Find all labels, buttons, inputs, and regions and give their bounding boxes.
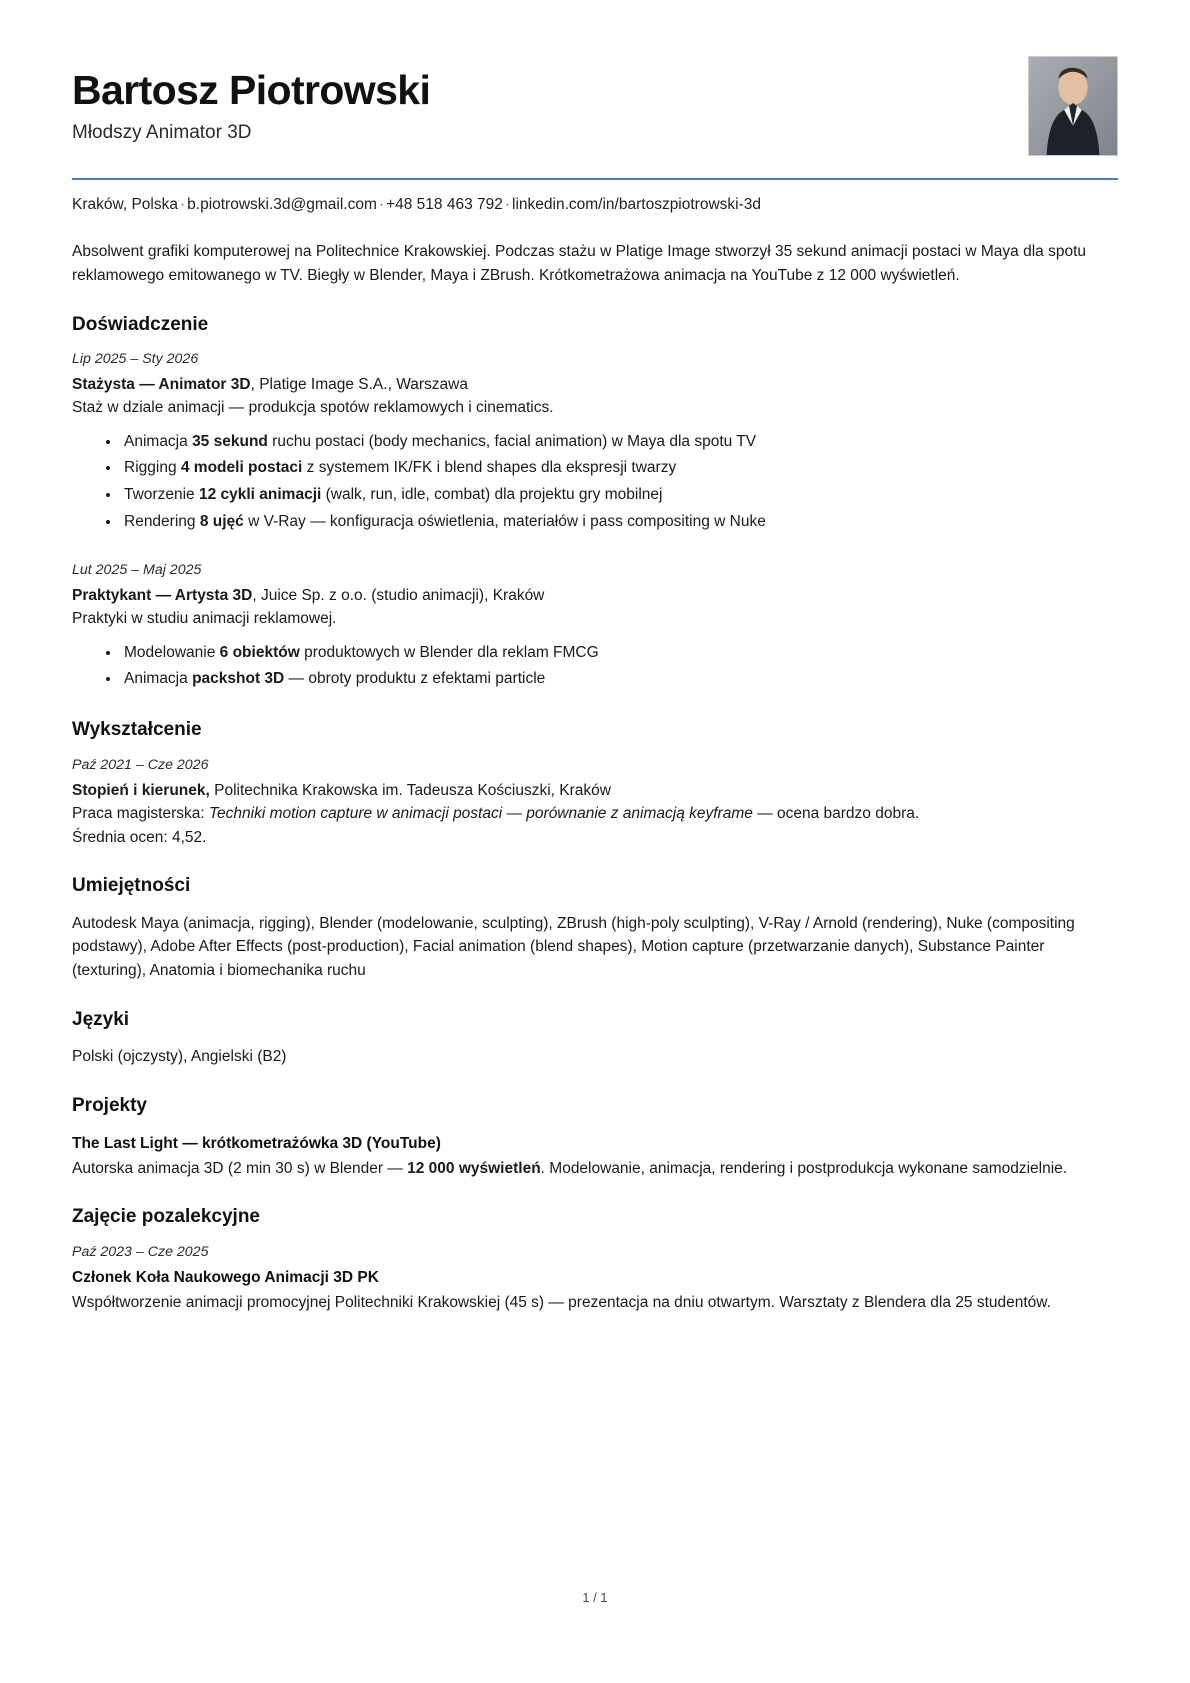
entry-dates: Paź 2021 – Cze 2026 — [72, 756, 209, 773]
section-skills — [72, 875, 1118, 982]
entry-bullet-list — [72, 429, 1118, 536]
bullet-text-post: (walk, run, idle, combat) dla projektu gry mobilnej — [321, 486, 663, 504]
list-item — [106, 509, 1118, 536]
section-languages — [72, 1009, 1118, 1069]
extracurricular-role: Członek Koła Naukowego Animacji 3D PK — [72, 1269, 379, 1287]
thesis-prefix: Praca magisterska: — [72, 804, 209, 822]
list-item — [106, 666, 1118, 693]
bullet-text-bold: 4 modeli postaci — [180, 459, 303, 477]
project-desc-pre: Autorska animacja 3D (2 min 30 s) w Blender — — [72, 1159, 408, 1177]
entry-bullet-list — [72, 640, 1118, 693]
section-title-languages: Języki — [72, 1008, 130, 1030]
section-title-skills: Umiejętności — [72, 875, 191, 897]
contact-email[interactable]: b.piotrowski.3d@gmail.com — [187, 196, 377, 213]
bullet-text-post: w V-Ray — konfiguracja oświetlenia, materiałów i pass compositing w Nuke — [243, 512, 766, 530]
contact-linkedin[interactable]: linkedin.com/in/bartoszpiotrowski-3d — [512, 196, 761, 213]
bullet-text-bold: packshot 3D — [192, 670, 285, 688]
bullet-text-pre: Modelowanie — [124, 643, 220, 661]
section-experience — [72, 314, 1118, 693]
entry-role: Praktykant — Artysta 3D — [72, 587, 253, 605]
job-headline: Młodszy Animator 3D — [72, 122, 252, 144]
entry-heading — [72, 779, 1118, 802]
header-divider — [72, 178, 1118, 180]
contact-phone[interactable]: +48 518 463 792 — [386, 196, 503, 213]
entry-dates: Lip 2025 – Sty 2026 — [72, 351, 199, 368]
page-indicator: 1 / 1 — [582, 1590, 608, 1605]
portrait-photo-icon — [1029, 57, 1117, 155]
avatar — [1028, 56, 1118, 156]
resume-header — [72, 56, 1118, 156]
bullet-text-bold: 8 ujęć — [199, 512, 244, 530]
project-name: The Last Light — krótkometrażówka 3D (YouTube) — [72, 1134, 441, 1152]
bullet-text-bold: 12 cykli animacji — [198, 486, 322, 504]
entry-dates: Lut 2025 – Maj 2025 — [72, 562, 202, 579]
experience-entry — [72, 561, 1118, 693]
entry-dates: Paź 2023 – Cze 2025 — [72, 1244, 209, 1261]
bullet-text-post: ruchu postaci (body mechanics, facial animation) w Maya dla spotu TV — [267, 432, 757, 450]
section-extracurricular — [72, 1206, 1118, 1314]
education-institution: Politechnika Krakowska im. Tadeusza Kościuszki, Kraków — [209, 781, 611, 799]
section-projects — [72, 1095, 1118, 1181]
page-title: Bartosz Piotrowski — [72, 67, 431, 113]
contact-separator: · — [179, 196, 186, 213]
entry-description: Praktyki w studiu animacji reklamowej. — [72, 610, 337, 628]
bullet-text-pre: Rendering — [124, 512, 200, 530]
languages-text: Polski (ojczysty), Angielski (B2) — [72, 1048, 287, 1066]
list-item — [106, 640, 1118, 667]
thesis-suffix: — ocena bardzo dobra. — [752, 804, 920, 822]
contact-separator: · — [378, 196, 385, 213]
thesis-title: Techniki motion capture w animacji postaci — porównanie z animacją keyframe — [208, 804, 753, 822]
experience-entry — [72, 350, 1118, 535]
education-degree: Stopień i kierunek, — [72, 781, 210, 799]
project-desc-bold: 12 000 wyświetleń — [407, 1159, 541, 1177]
section-title-experience: Doświadczenie — [72, 313, 209, 335]
bullet-text-bold: 6 obiektów — [219, 643, 300, 661]
bullet-text-post: — obroty produktu z efektami particle — [284, 670, 546, 688]
bullet-text-post: z systemem IK/FK i blend shapes dla ekspresji twarzy — [302, 459, 677, 477]
project-description — [72, 1157, 1118, 1181]
page-footer — [0, 1590, 1190, 1605]
list-item — [106, 455, 1118, 482]
entry-company: , Juice Sp. z o.o. (studio animacji), Kraków — [252, 587, 545, 605]
entry-description: Staż w dziale animacji — produkcja spotów reklamowych i cinematics. — [72, 399, 554, 417]
education-gpa: Średnia ocen: 4,52. — [72, 828, 207, 846]
education-thesis — [72, 802, 1118, 826]
bullet-text-pre: Rigging — [124, 459, 181, 477]
bullet-text-pre: Tworzenie — [124, 486, 199, 504]
bullet-text-pre: Animacja — [124, 432, 193, 450]
contact-location: Kraków, Polska — [72, 196, 178, 213]
entry-company: , Platige Image S.A., Warszawa — [250, 376, 468, 394]
bullet-text-pre: Animacja — [124, 670, 193, 688]
extracurricular-description: Współtworzenie animacji promocyjnej Politechniki Krakowskiej (45 s) — prezentacja na dniu otwartym. Warsztaty z Blendera dla 25 studentów. — [72, 1294, 1051, 1312]
education-entry — [72, 756, 1118, 849]
list-item — [106, 429, 1118, 456]
section-title-education: Wykształcenie — [72, 719, 202, 741]
entry-role: Stażysta — Animator 3D — [72, 376, 251, 394]
project-entry — [72, 1132, 1118, 1181]
bullet-text-bold: 35 sekund — [192, 432, 268, 450]
section-title-projects: Projekty — [72, 1094, 147, 1116]
entry-heading — [72, 584, 1118, 607]
contact-line — [72, 194, 1118, 216]
extracurricular-entry — [72, 1243, 1118, 1315]
list-item — [106, 482, 1118, 509]
contact-separator: · — [504, 196, 511, 213]
entry-heading — [72, 373, 1118, 396]
professional-summary: Absolwent grafiki komputerowej na Politechnice Krakowskiej. Podczas stażu w Platige Image stworzył 35 sekund animacji postaci w Maya dla spotu reklamowego emitowanego w TV. Biegły w Blender, Maya i ZBrush. Krótkometrażowa animacja na YouTube z 12 000 wyświetleń. — [72, 243, 1087, 285]
section-title-extracurricular: Zajęcie pozalekcyjne — [72, 1206, 260, 1228]
bullet-text-post: produktowych w Blender dla reklam FMCG — [299, 643, 599, 661]
skills-text: Autodesk Maya (animacja, rigging), Blender (modelowanie, sculpting), ZBrush (high-poly sculpting), V-Ray / Arnold (rendering), Nuke (compositing podstawy), Adobe After Effects (post-production), Facial animation (blend shapes), Motion capture (przetwarzanie danych), Substance Painter (texturing), Anatomia i biomechanika ruchu — [72, 914, 1075, 979]
header-text-block — [72, 56, 430, 145]
section-education — [72, 719, 1118, 849]
project-desc-post: . Modelowanie, animacja, rendering i postprodukcja wykonane samodzielnie. — [540, 1159, 1068, 1177]
